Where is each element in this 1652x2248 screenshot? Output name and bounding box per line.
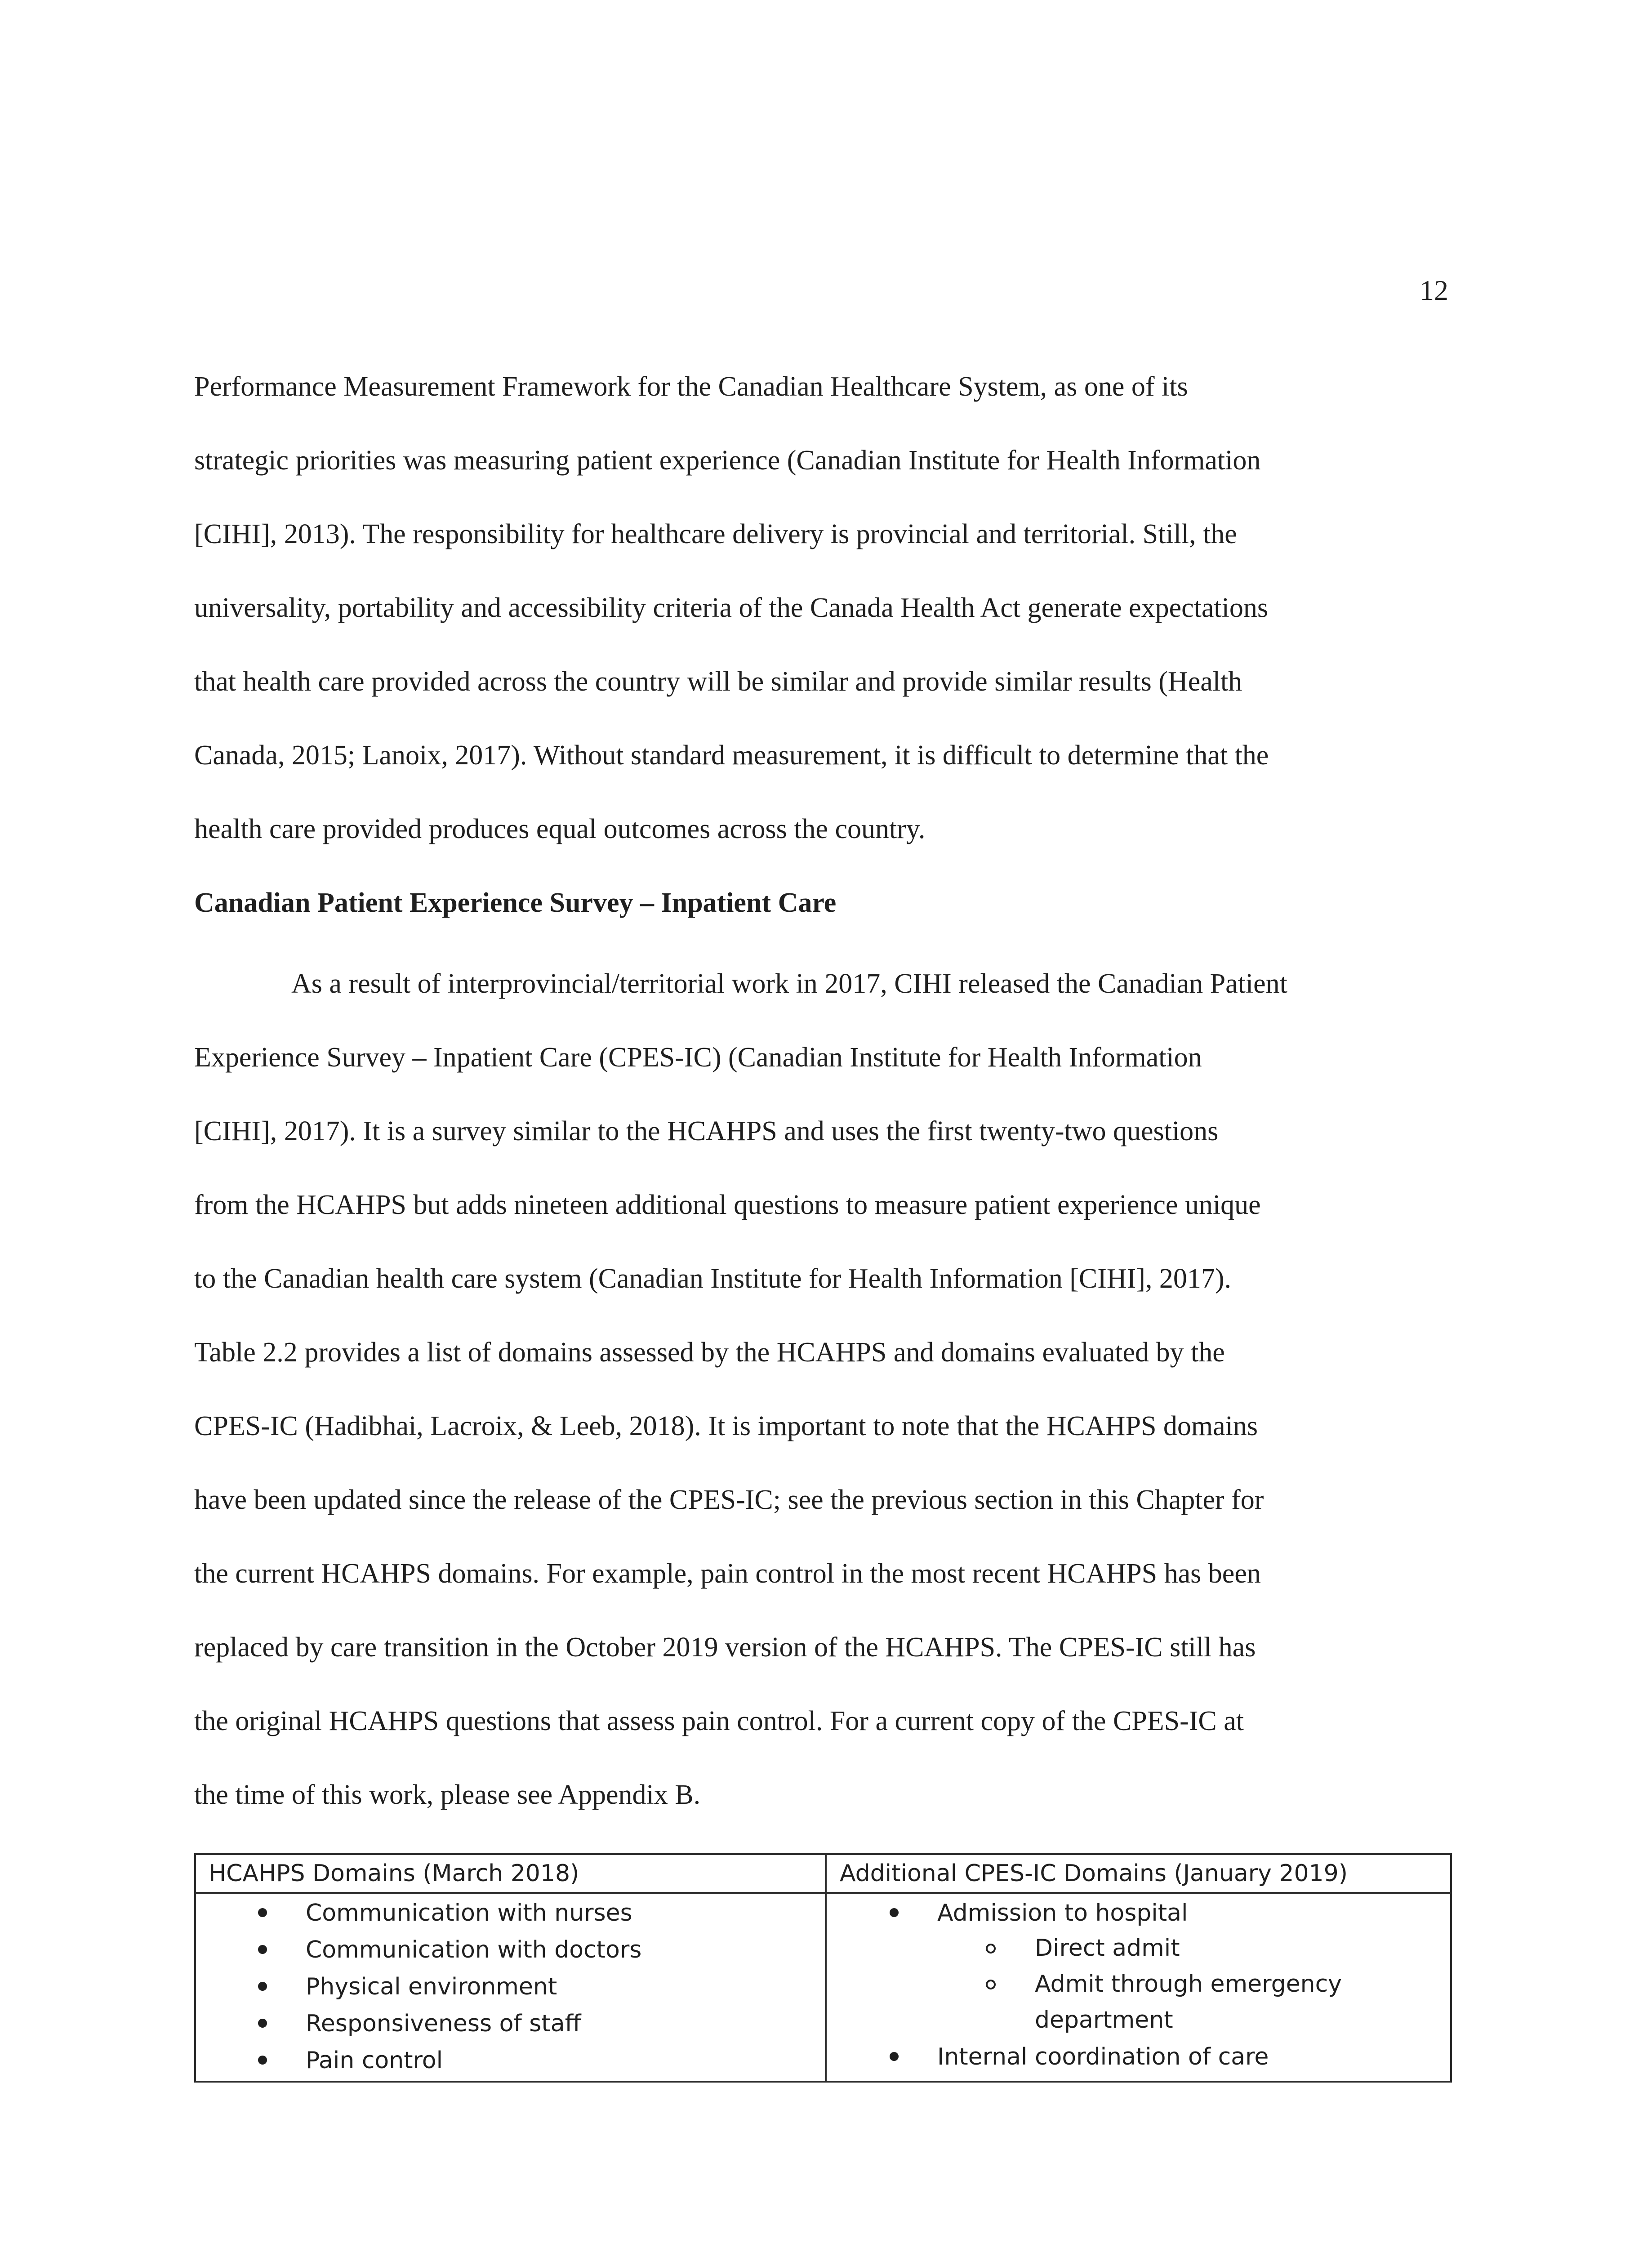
paragraph-line: replaced by care transition in the October 2019 version of the HCAHPS. The CPES-IC still has [194,1632,1256,1663]
page-number: 12 [1420,274,1448,306]
paragraph-line: the original HCAHPS questions that assess pain control. For a current copy of the CPES-IC at [194,1706,1244,1736]
table-header-cpes: Additional CPES-IC Domains (January 2019) [840,1860,1348,1887]
paragraph-line: from the HCAHPS but adds nineteen additional questions to measure patient experience unique [194,1190,1261,1220]
bullet-icon [258,1945,267,1954]
sub-list-item-continuation: department [1035,2007,1173,2034]
circle-bullet-icon [986,1944,996,1954]
bullet-icon [258,2056,267,2065]
bullet-icon [258,1982,267,1991]
paragraph-2 [194,961,1471,1815]
table-column-divider [825,1855,827,2081]
list-item: Internal coordination of care [937,2043,1269,2070]
bullet-icon [890,2052,899,2061]
paragraph-line: Table 2.2 provides a list of domains assessed by the HCAHPS and domains evaluated by the [194,1337,1225,1368]
paragraph-line: to the Canadian health care system (Canadian Institute for Health Information [CIHI], 2017). [194,1263,1232,1294]
paragraph-line: Performance Measurement Framework for the Canadian Healthcare System, as one of its [194,371,1188,402]
paragraph-line: As a result of interprovincial/territorial work in 2017, CIHI released the Canadian Patient [291,968,1287,999]
table-row-divider [196,1892,1450,1894]
bullet-icon [258,1908,267,1917]
paragraph-line: that health care provided across the country will be similar and provide similar results (Health [194,666,1242,697]
domains-table [194,1853,1452,2083]
paragraph-line: health care provided produces equal outcomes across the country. [194,814,926,844]
paragraph-line: Canada, 2015; Lanoix, 2017). Without standard measurement, it is difficult to determine that the [194,740,1269,771]
paragraph-line: strategic priorities was measuring patient experience (Canadian Institute for Health Information [194,445,1261,476]
circle-bullet-icon [986,1980,996,1989]
list-item: Responsiveness of staff [306,2010,581,2037]
paragraph-line: [CIHI], 2017). It is a survey similar to the HCAHPS and uses the first twenty-two questions [194,1116,1219,1146]
section-heading-block [194,880,1471,925]
paragraph-line: [CIHI], 2013). The responsibility for healthcare delivery is provincial and territorial. Still, the [194,519,1237,549]
bullet-icon [258,2019,267,2028]
paragraph-line: universality, portability and accessibility criteria of the Canada Health Act generate expectations [194,593,1268,623]
paragraph-1 [194,364,1471,844]
paragraph-line: the time of this work, please see Appendix B. [194,1780,701,1810]
section-heading: Canadian Patient Experience Survey – Inpatient Care [194,888,837,918]
sub-list-item: Direct admit [1035,1935,1180,1962]
paragraph-line: have been updated since the release of the CPES-IC; see the previous section in this Chapter for [194,1485,1264,1515]
paragraph-line: CPES-IC (Hadibhai, Lacroix, & Leeb, 2018). It is important to note that the HCAHPS domains [194,1411,1258,1441]
list-item: Communication with nurses [306,1900,632,1927]
list-item: Pain control [306,2047,443,2074]
table-header-hcahps: HCAHPS Domains (March 2018) [209,1860,579,1887]
bullet-icon [890,1908,899,1917]
list-item: Communication with doctors [306,1936,642,1963]
paragraph-line: Experience Survey – Inpatient Care (CPES-IC) (Canadian Institute for Health Information [194,1042,1202,1073]
sub-list-item: Admit through emergency [1035,1971,1342,1998]
paragraph-line: the current HCAHPS domains. For example, pain control in the most recent HCAHPS has been [194,1558,1261,1589]
list-item: Physical environment [306,1973,557,2000]
list-item: Admission to hospital [937,1900,1188,1927]
